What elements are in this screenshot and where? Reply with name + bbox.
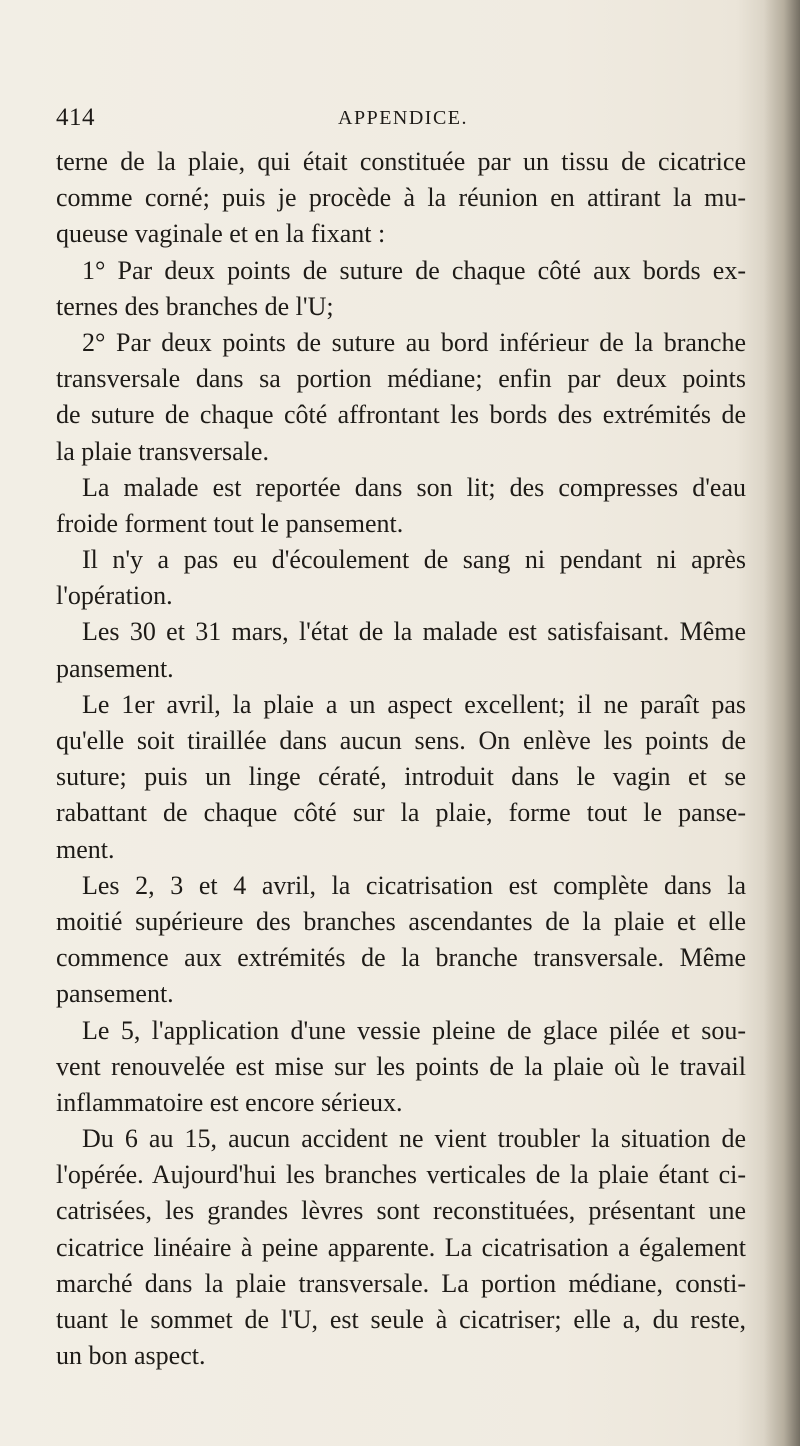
text-line: pansement. (56, 653, 174, 683)
text-line: Il n'y a pas eu d'écoulement de sang ni pendant ni après (82, 545, 746, 575)
page-number: 414 (56, 104, 95, 131)
text-line: qu'elle soit tiraillée dans aucun sens. On enlève les points de (56, 726, 746, 755)
text-line: Les 30 et 31 mars, l'état de la malade est satisfaisant. Même (82, 617, 746, 647)
text-line: un bon aspect. (56, 1341, 206, 1371)
text-line: inflammatoire est encore sérieux. (56, 1087, 403, 1117)
running-title: APPENDICE. (338, 107, 469, 129)
page-header (56, 104, 736, 144)
text-line: commence aux extrémités de la branche transversale. Même (56, 943, 746, 973)
text-line: La malade est reportée dans son lit; des compresses d'eau (82, 472, 746, 502)
text-line: pansement. (56, 979, 174, 1009)
text-line: marché dans la plaie transversale. La portion médiane, consti- (56, 1268, 746, 1298)
text-line: cicatrice linéaire à peine apparente. La cicatrisation a également (56, 1232, 746, 1262)
text-line: 2° Par deux points de suture au bord inférieur de la branche (82, 327, 746, 357)
text-line: ment. (56, 834, 115, 864)
text-line: ternes des branches de l'U; (56, 291, 334, 321)
text-line: l'opérée. Aujourd'hui les branches verticales de la plaie étant ci- (56, 1160, 746, 1190)
text-line: terne de la plaie, qui était constituée par un tissu de cicatrice (56, 147, 746, 176)
body-text (56, 144, 746, 1374)
text-line: Du 6 au 15, aucun accident ne vient troubler la situation de (82, 1124, 746, 1154)
text-line: suture; puis un linge cératé, introduit dans le vagin et se (56, 762, 746, 792)
text-line: froide forment tout le pansement. (56, 508, 404, 538)
text-line: 1° Par deux points de suture de chaque côté aux bords ex- (82, 255, 746, 285)
text-line: Les 2, 3 et 4 avril, la cicatrisation est complète dans la (82, 870, 746, 900)
text-line: l'opération. (56, 581, 173, 611)
text-line: vent renouvelée est mise sur les points de la plaie où le travail (56, 1051, 746, 1081)
text-line: catrisées, les grandes lèvres sont reconstituées, présentant une (56, 1196, 746, 1226)
text-line: moitié supérieure des branches ascendantes de la plaie et elle (56, 906, 746, 936)
text-line: Le 5, l'application d'une vessie pleine de glace pilée et sou- (82, 1015, 746, 1045)
text-line: queuse vaginale et en la fixant : (56, 219, 386, 249)
text-line: tuant le sommet de l'U, est seule à cicatriser; elle a, du reste, (56, 1305, 746, 1334)
text-line: transversale dans sa portion médiane; enfin par deux points (56, 364, 746, 394)
page-edge-shadow (764, 0, 800, 1446)
text-line: rabattant de chaque côté sur la plaie, forme tout le panse- (56, 798, 746, 828)
text-line: Le 1er avril, la plaie a un aspect excellent; il ne paraît pas (82, 689, 746, 719)
text-line: de suture de chaque côté affrontant les bords des extrémités de (56, 400, 746, 430)
text-line: la plaie transversale. (56, 436, 269, 466)
text-line: comme corné; puis je procède à la réunion en attirant la mu- (56, 183, 746, 213)
